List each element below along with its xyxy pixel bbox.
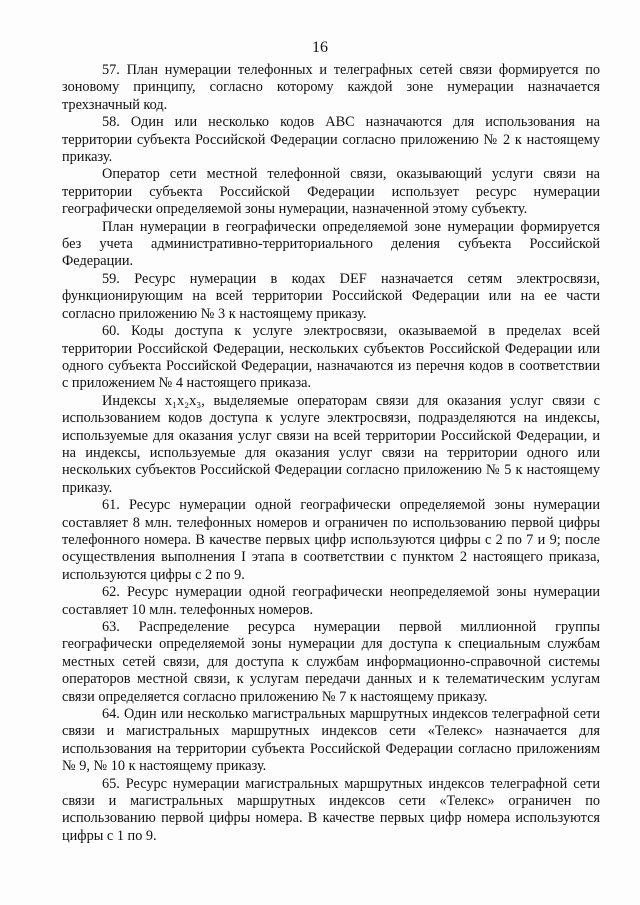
paragraph-63: 63. Распределение ресурса нумерации первой миллионной группы географически определяемой зоны нумерации для доступа к специальным службам местных сетей связи, для доступа к службам информационно-справочной системы операторов местной связи, к услугам передачи данных и к телематическим услугам связи определяется согласно приложению № 7 к настоящему приказу. [62, 619, 600, 705]
paragraph-58-local-operator: Оператор сети местной телефонной связи, оказывающий услуги связи на территории субъекта Российской Федерации использует ресурс нумерации географически определяемой зоны нумерации, назначенной этому субъекту. [62, 166, 600, 218]
paragraph-65: 65. Ресурс нумерации магистральных маршрутных индексов телеграфной сети связи и магистральных маршрутных индексов сети «Телекс» ограничен по использованию первой цифры номера. В качестве первых цифр номера используются цифры с 1 по 9. [62, 775, 600, 844]
paragraph-61: 61. Ресурс нумерации одной географически определяемой зоны нумерации составляет 8 млн. телефонных номеров и ограничен по использованию первой цифры телефонного номера. В качестве первых цифр используются цифры с 2 по 7 и 9; после осуществления выполнения I этапа в соответствии с пунктом 2 настоящего приказа, используются цифры с 2 по 9. [62, 497, 600, 583]
paragraph-64: 64. Один или несколько магистральных маршрутных индексов телеграфной сети связи и магистральных маршрутных индексов сети «Телекс» назначается для использования на территории субъекта Российской Федерации согласно приложениям № 9, № 10 к настоящему приказу. [62, 706, 600, 775]
paragraph-59: 59. Ресурс нумерации в кодах DEF назначается сетям электросвязи, функционирующим на всей территории Российской Федерации или на ее части согласно приложению № 3 к настоящему приказу. [62, 270, 600, 322]
paragraph-57: 57. План нумерации телефонных и телеграфных сетей связи формируется по зоновому принципу, согласно которому каждой зоне нумерации назначается трехзначный код. [62, 62, 600, 113]
document-body [62, 62, 600, 845]
paragraph-58: 58. Один или несколько кодов ABC назначаются для использования на территории субъекта Российской Федерации согласно приложению № 2 к настоящему приказу. [62, 114, 600, 166]
paragraph-60: 60. Коды доступа к услуге электросвязи, оказываемой в пределах всей территории Российской Федерации, нескольких субъектов Российской Федерации или одного субъекта Российской Федерации, назначаются из перечня кодов в соответствии с приложением № 4 настоящего приказа. [62, 323, 600, 392]
paragraph-62: 62. Ресурс нумерации одной географически неопределяемой зоны нумерации составляет 10 млн. телефонных номеров. [62, 584, 600, 618]
paragraph-58-numbering-plan: План нумерации в географически определяемой зоне нумерации формируется без учета административно-территориального деления субъекта Российской Федерации. [62, 218, 600, 270]
paragraph-60-indexes: Индексы x₁x₂x₃, выделяемые операторам связи для оказания услуг связи с использованием кодов доступа к услуге электросвязи, подразделяются на индексы, используемые для оказания услуг связи на всей территории Российской Федерации, и на индексы, используемые для оказания услуг связи на территории одного или нескольких субъектов Российской Федерации согласно приложению № 5 к настоящему приказу. [62, 392, 600, 496]
page-number: 16 [312, 39, 328, 56]
